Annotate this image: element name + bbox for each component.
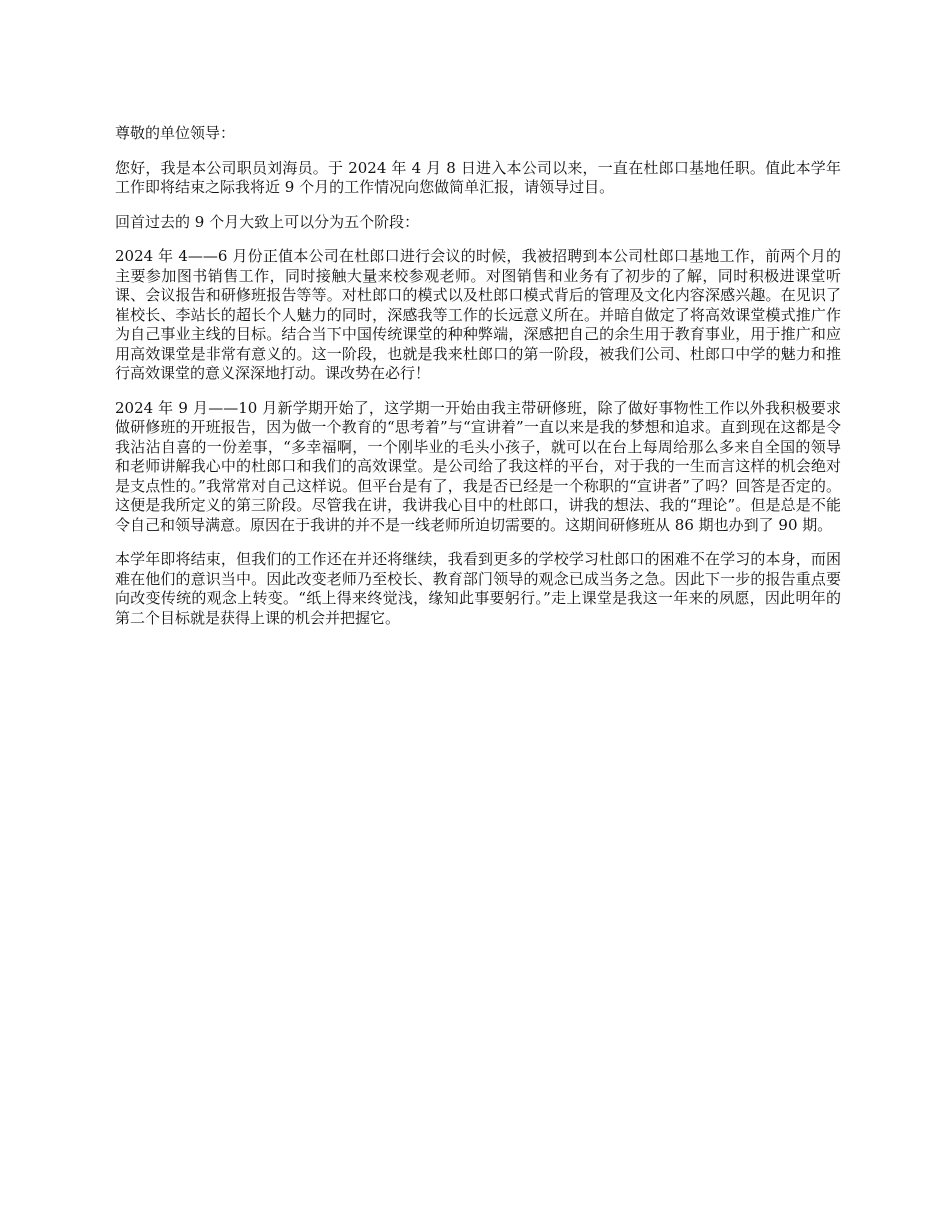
document-body — [115, 124, 841, 643]
paragraph-overview: 回首过去的 9 个月大致上可以分为五个阶段： — [115, 212, 420, 231]
paragraph-outlook: 本学年即将结束，但我们的工作还在并还将继续，我看到更多的学校学习杜郎口的困难不在学习的本身，而困难在他们的意识当中。因此改变老师乃至校长、教育部门领导的观念已成当务之急。因此下一步的报告重点要向改变传统的观念上转变。“纸上得来终觉浅，缘知此事要躬行。”走上课堂是我这一年来的夙愿，因此明年的第二个目标就是获得上课的机会并把握它。 — [115, 550, 841, 627]
salutation: 尊敬的单位领导： — [115, 124, 236, 142]
paragraph-stage-one: 2024 年 4——6 月份正值本公司在杜郎口进行会议的时候，我被招聘到本公司杜郎口基地工作，前两个月的主要参加图书销售工作，同时接触大量来校参观老师。对图销售和业务有了初步的了解，同时积极进课堂听课、会议报告和研修班报告等等。对杜郎口的模式以及杜郎口模式背后的管理及文化内容深感兴趣。在见识了崔校长、李站长的超长个人魅力的同时，深感我等工作的长远意义所在。并暗自做定了将高效课堂模式推广作为自己事业主线的目标。结合当下中国传统课堂的种种弊端，深感把自己的余生用于教育事业，用于推广和应用高效课堂是非常有意义的。这一阶段，也就是我来杜郎口的第一阶段，被我们公司、杜郎口中学的魅力和推行高效课堂的意义深深地打动。课改势在必行！ — [115, 247, 841, 382]
paragraph-stage-two: 2024 年 9 月——10 月新学期开始了，这学期一开始由我主带研修班，除了做好事物性工作以外我积极要求做研修班的开班报告，因为做一个教育的“思考着”与“宣讲着”一直以来是我的梦想和追求。直到现在这都是令我沾沾自喜的一份差事，“多幸福啊，一个刚毕业的毛头小孩子，就可以在台上每周给那么多来自全国的领导和老师讲解我心中的杜郎口和我们的高效课堂。是公司给了我这样的平台，对于我的一生而言这样的机会绝对是支点性的。”我常常对自己这样说。但平台是有了，我是否已经是一个称职的“宣讲者”了吗？回答是否定的。这便是我所定义的第三阶段。尽管我在讲，我讲我心目中的杜郎口，讲我的想法、我的“理论”。但是总是不能令自己和领导满意。原因在于我讲的并不是一线老师所迫切需要的。这期间研修班从 86 期也办到了 90 期。 — [115, 398, 841, 534]
paragraph-greeting: 您好，我是本公司职员刘海员。于 2024 年 4 月 8 日进入本公司以来，一直在杜郎口基地任职。值此本学年工作即将结束之际我将近 9 个月的工作情况向您做简单汇报，请领导过目。 — [115, 158, 841, 196]
